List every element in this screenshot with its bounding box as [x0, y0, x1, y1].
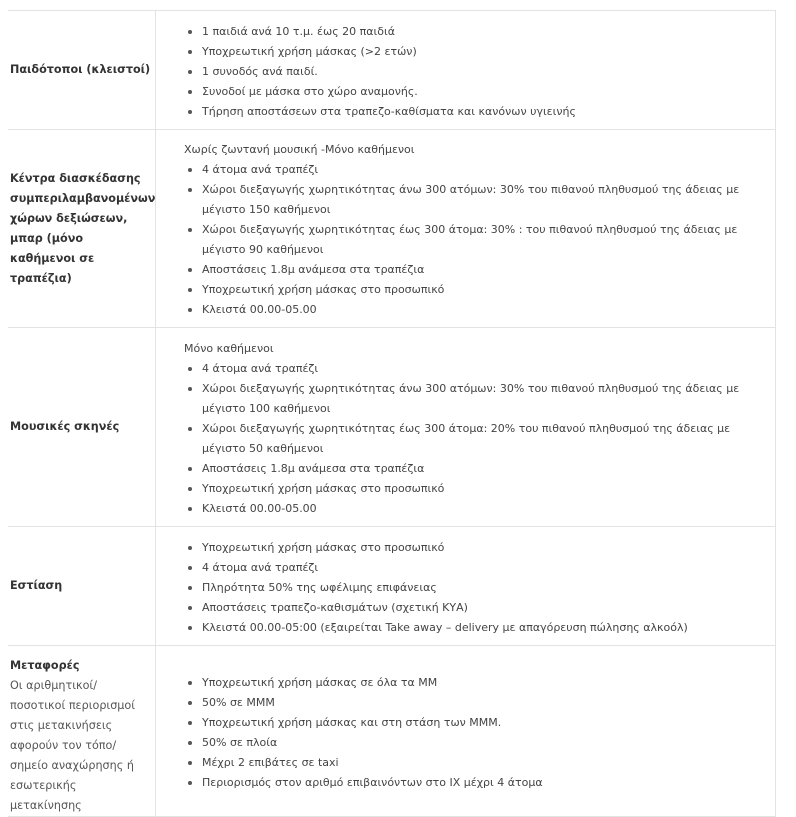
row-intro: Χωρίς ζωντανή μουσική -Μόνο καθήμενοι [184, 143, 415, 156]
row-intro: Μόνο καθήμενοι [184, 341, 274, 355]
bullet-list [174, 538, 765, 638]
list-item: Αποστάσεις τραπεζο-καθισμάτων (σχετική ΚΥΑ) [202, 598, 765, 618]
row-content [156, 130, 776, 327]
list-item: Περιορισμός στον αριθμό επιβαινόντων στο ΙΧ μέχρι 4 άτομα [202, 773, 765, 793]
list-item: 4 άτομα ανά τραπέζι [202, 558, 765, 578]
row-content [156, 527, 776, 645]
list-item: Υποχρεωτική χρήση μάσκας και στη στάση των ΜΜΜ. [202, 713, 765, 733]
list-item: Τήρηση αποστάσεων στα τραπεζο-καθίσματα και κανόνων υγιεινής [202, 102, 765, 122]
bullet-list [174, 673, 765, 793]
bullet-list [174, 359, 765, 519]
row-label-note: Οι αριθμητικοί/ ποσοτικοί περιορισμοί στις μετακινήσεις αφορούν τον τόπο/ σημείο αναχώρησης ή εσωτερικής μετακίνησης [10, 679, 136, 812]
list-item: Συνοδοί με μάσκα στο χώρο αναμονής. [202, 82, 765, 102]
list-item: Υποχρεωτική χρήση μάσκας στο προσωπικό [202, 280, 765, 300]
list-item: Κλειστά 00.00-05:00 (εξαιρείται Take away – delivery με απαγόρευση πώλησης αλκοόλ) [202, 618, 765, 638]
list-item: Υποχρεωτική χρήση μάσκας (>2 ετών) [202, 42, 765, 62]
list-item: 4 άτομα ανά τραπέζι [202, 359, 765, 379]
list-item: Πληρότητα 50% της ωφέλιμης επιφάνειας [202, 578, 765, 598]
row-label: Παιδότοποι (κλειστοί) [8, 11, 156, 129]
list-item: 1 παιδιά ανά 10 τ.μ. έως 20 παιδιά [202, 22, 765, 42]
list-item: Υποχρεωτική χρήση μάσκας σε όλα τα ΜΜ [202, 673, 765, 693]
list-item: Υποχρεωτική χρήση μάσκας στο προσωπικό [202, 479, 765, 499]
list-item: Κλειστά 00.00-05.00 [202, 499, 765, 519]
row-label [8, 646, 156, 816]
table-row [8, 645, 776, 817]
list-item: Χώροι διεξαγωγής χωρητικότητας έως 300 άτομα: 20% του πιθανού πληθυσμού της άδειας με μέγιστο 50 καθήμενοι [202, 419, 765, 459]
row-label: Μουσικές σκηνές [8, 328, 156, 526]
bullet-list [174, 22, 765, 122]
row-content [156, 11, 776, 129]
list-item: 4 άτομα ανά τραπέζι [202, 160, 765, 180]
table-row [8, 129, 776, 327]
list-item: Μέχρι 2 επιβάτες σε taxi [202, 753, 765, 773]
list-item: Αποστάσεις 1.8μ ανάμεσα στα τραπέζια [202, 459, 765, 479]
list-item: 50% σε ΜΜΜ [202, 693, 765, 713]
row-content [156, 646, 776, 816]
list-item: Κλειστά 00.00-05.00 [202, 300, 765, 320]
list-item: Χώροι διεξαγωγής χωρητικότητας έως 300 άτομα: 30% : του πιθανού πληθυσμού της άδειας με μέγιστο 90 καθήμενοι [202, 220, 765, 260]
table-row [8, 526, 776, 645]
row-label: Εστίαση [8, 527, 156, 645]
list-item: Υποχρεωτική χρήση μάσκας στο προσωπικό [202, 538, 765, 558]
list-item: Χώροι διεξαγωγής χωρητικότητας άνω 300 ατόμων: 30% του πιθανού πληθυσμού της άδειας με μέγιστο 150 καθήμενοι [202, 180, 765, 220]
list-item: Χώροι διεξαγωγής χωρητικότητας άνω 300 ατόμων: 30% του πιθανού πληθυσμού της άδειας με μέγιστο 100 καθήμενοι [202, 379, 765, 419]
table-row [8, 327, 776, 526]
bullet-list [174, 160, 765, 320]
table-row [8, 10, 776, 129]
row-label-title: Μεταφορές [10, 659, 80, 672]
measures-table [8, 10, 776, 817]
list-item: 50% σε πλοία [202, 733, 765, 753]
list-item: Αποστάσεις 1.8μ ανάμεσα στα τραπέζια [202, 260, 765, 280]
list-item: 1 συνοδός ανά παιδί. [202, 62, 765, 82]
row-content [156, 328, 776, 526]
row-label: Κέντρα διασκέδασης συμπεριλαμβανομένων χώρων δεξιώσεων, μπαρ (μόνο καθήμενοι σε τραπέζια) [8, 130, 156, 327]
